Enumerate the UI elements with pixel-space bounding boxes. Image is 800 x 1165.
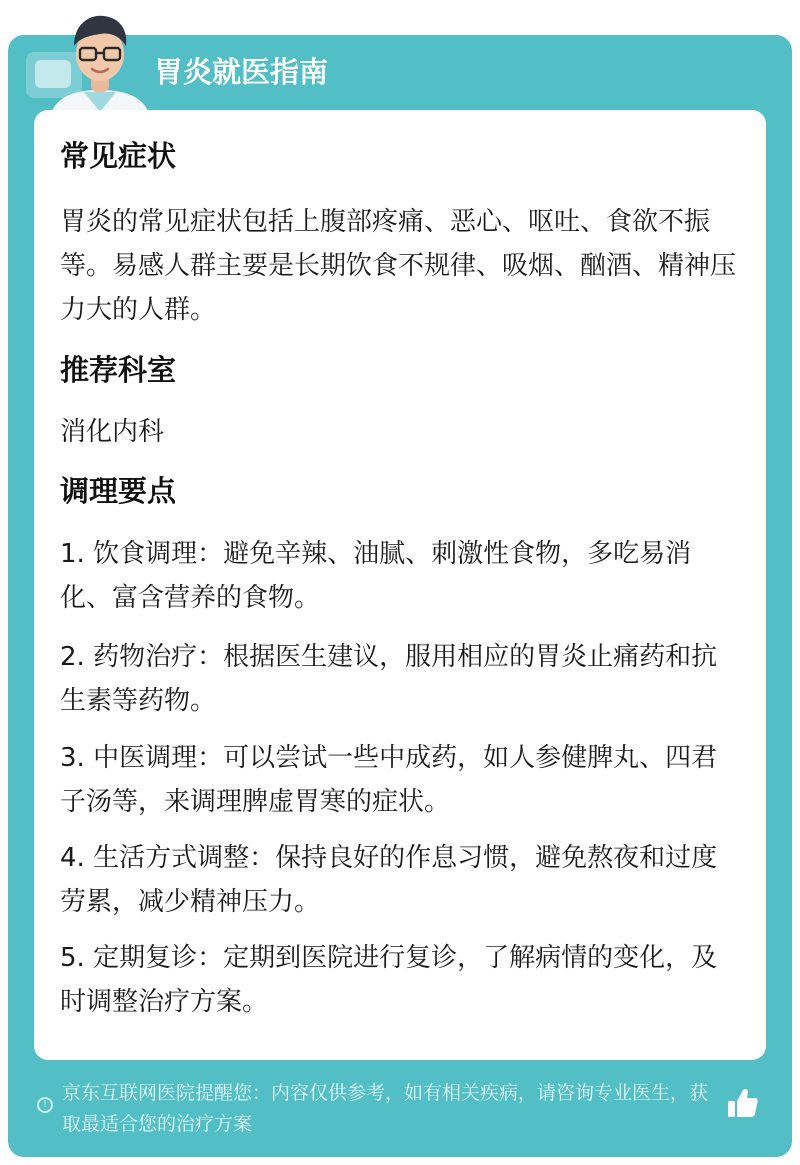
care-item: 5. 定期复诊：定期到医院进行复诊，了解病情的变化，及时调整治疗方案。 — [60, 943, 718, 1017]
section-title-symptoms: 常见症状 — [60, 139, 177, 173]
care-item: 3. 中医调理：可以尝试一些中成药，如人参健脾丸、四君子汤等，来调理脾虚胃寒的症状。 — [60, 743, 718, 817]
doctor-avatar-icon — [44, 6, 156, 118]
footer-disclaimer: 京东互联网医院提醒您：内容仅供参考，如有相关疾病，请咨询专业医生，获取最适合您的治疗方案 — [62, 1082, 709, 1135]
section-title-department: 推荐科室 — [60, 353, 177, 387]
care-item: 1. 饮食调理：避免辛辣、油腻、刺激性食物，多吃易消化、富含营养的食物。 — [60, 539, 692, 613]
care-item: 4. 生活方式调整：保持良好的作息习惯，避免熬夜和过度劳累，减少精神压力。 — [60, 843, 718, 917]
care-item: 2. 药物治疗：根据医生建议，服用相应的胃炎止痛药和抗生素等药物。 — [60, 642, 718, 716]
page-title: 胃炎就医指南 — [154, 55, 329, 89]
department-text: 消化内科 — [60, 417, 165, 447]
symptoms-text: 胃炎的常见症状包括上腹部疼痛、恶心、呕吐、食欲不振等。易感人群主要是长期饮食不规律、吸烟、酗酒、精神压力大的人群。 — [60, 207, 737, 325]
info-icon: ! — [37, 1097, 53, 1113]
section-title-care: 调理要点 — [60, 474, 177, 508]
thumbs-up-icon[interactable] — [724, 1085, 760, 1121]
